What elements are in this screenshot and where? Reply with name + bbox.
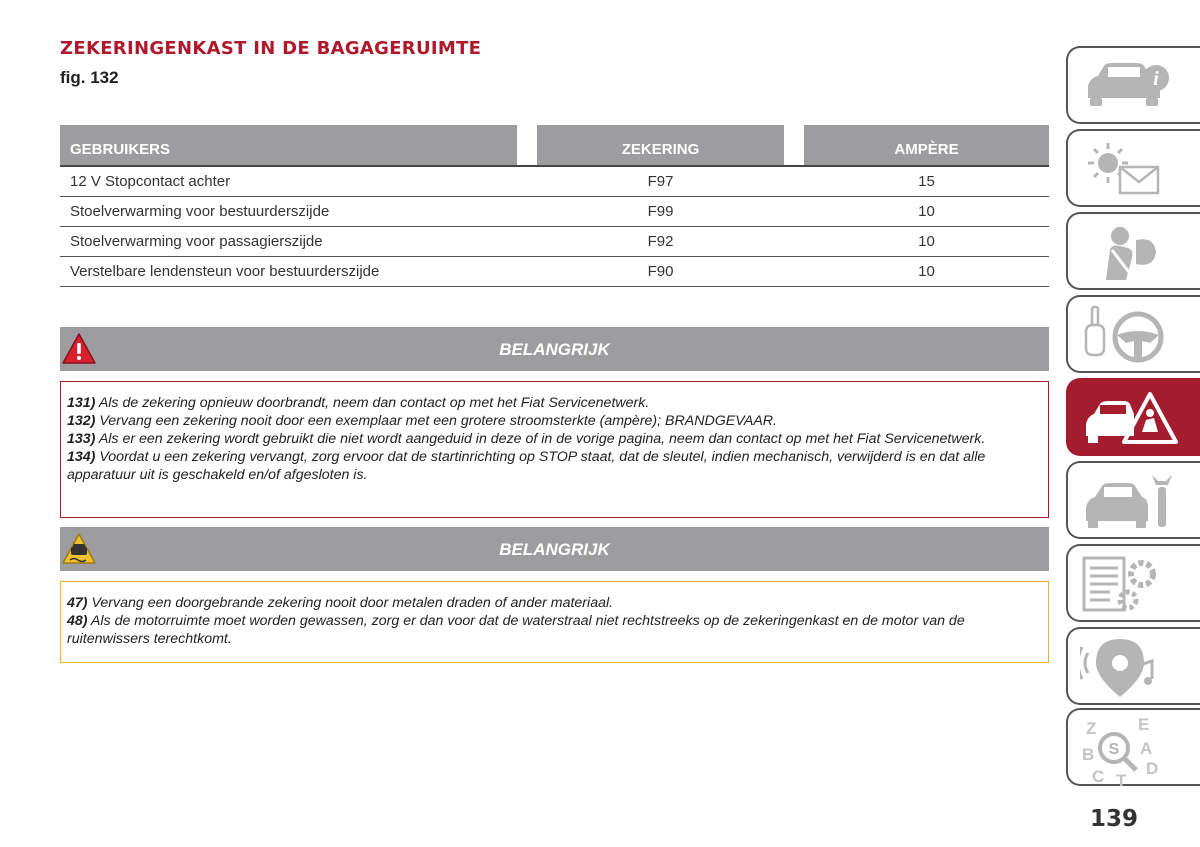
car-info-icon: [1080, 54, 1180, 118]
fuse-cell: F99: [537, 196, 784, 226]
user-cell: 12 V Stopcontact achter: [60, 166, 537, 196]
warning-item: 48) Als de motorruimte moet worden gewassen, zorg er dan voor dat de waterstraal niet rechtstreeks op de zekeringenkast en de motor van de ruitenwissers terechtkomt.: [67, 613, 965, 647]
page-number: 139: [1090, 806, 1139, 832]
column-header-ampere: AMPÈRE: [804, 125, 1049, 166]
warning-item: 134) Voordat u een zekering vervangt, zorg ervoor dat de startinrichting op STOP staat, dat de sleutel, indien mechanisch, verwijderd is en dat alle apparatuur uit is geschakeld en/of afgesloten is.: [67, 449, 986, 483]
nav-tab-car-info[interactable]: [1066, 46, 1200, 124]
table-row: [60, 226, 1049, 256]
alphabetical-index-icon: [1080, 716, 1180, 786]
warning-label: BELANGRIJK: [499, 340, 610, 359]
table-row: [60, 196, 1049, 226]
ampere-cell: 15: [804, 166, 1049, 196]
fuse-cell: F90: [537, 256, 784, 286]
column-header-fuse: ZEKERING: [537, 125, 784, 166]
table-row: [60, 166, 1049, 196]
nav-tab-maintenance[interactable]: [1066, 461, 1200, 539]
svg-text:i: i: [1153, 68, 1159, 90]
svg-text:Z: Z: [1086, 719, 1097, 738]
car-wrench-icon: [1080, 469, 1180, 533]
nav-tab-safety[interactable]: [1066, 212, 1200, 290]
warning-box-red: [60, 381, 1049, 518]
fuse-cell: F92: [537, 226, 784, 256]
warning-header-red: [60, 327, 1049, 371]
lights-message-icon: [1080, 137, 1180, 201]
svg-text:D: D: [1146, 759, 1159, 778]
user-cell: Verstelbare lendensteun voor bestuurderszijde: [60, 256, 537, 286]
warning-item: 133) Als er een zekering wordt gebruikt die niet wordt aangeduid in deze of in de vorige pagina, neem dan contact op met het Fiat Servicenetwerk.: [67, 431, 986, 447]
nav-tab-technical-data[interactable]: [1066, 544, 1200, 622]
fuse-table: [60, 125, 1049, 287]
nav-tab-index[interactable]: [1066, 708, 1200, 786]
nav-tab-starting-driving[interactable]: [1066, 295, 1200, 373]
warning-header-yellow: [60, 527, 1049, 571]
ampere-cell: 10: [804, 226, 1049, 256]
specifications-gear-icon: [1080, 552, 1180, 616]
user-cell: Stoelverwarming voor bestuurderszijde: [60, 196, 537, 226]
warning-item: 131) Als de zekering opnieuw doorbrandt, neem dan contact op met het Fiat Servicenetwerk.: [67, 395, 650, 411]
table-row: [60, 256, 1049, 286]
ampere-cell: 10: [804, 196, 1049, 226]
svg-text:B: B: [1082, 745, 1095, 764]
nav-tab-emergency[interactable]: [1066, 378, 1200, 456]
multimedia-icon: [1080, 635, 1180, 699]
car-emergency-warning-icon: [1080, 386, 1180, 450]
column-header-users: GEBRUIKERS: [60, 125, 517, 166]
warning-label: BELANGRIJK: [499, 540, 610, 559]
key-steering-wheel-icon: [1080, 303, 1180, 367]
svg-text:T: T: [1116, 771, 1127, 786]
svg-text:C: C: [1092, 767, 1105, 786]
figure-reference: fig. 132: [60, 68, 119, 87]
section-title: ZEKERINGENKAST IN DE BAGAGERUIMTE: [60, 38, 482, 59]
fuse-cell: F97: [537, 166, 784, 196]
nav-tab-lights-messages[interactable]: [1066, 129, 1200, 207]
svg-text:E: E: [1138, 716, 1150, 734]
svg-text:A: A: [1140, 739, 1153, 758]
ampere-cell: 10: [804, 256, 1049, 286]
nav-tab-multimedia[interactable]: [1066, 627, 1200, 705]
user-cell: Stoelverwarming voor passagierszijde: [60, 226, 537, 256]
svg-text:S: S: [1108, 741, 1120, 758]
warning-item: 47) Vervang een doorgebrande zekering nooit door metalen draden of ander materiaal.: [67, 595, 614, 611]
seat-airbag-icon: [1080, 220, 1180, 284]
warning-box-yellow: [60, 581, 1049, 663]
warning-item: 132) Vervang een zekering nooit door een exemplaar met een grotere stroomsterkte (ampère); BRANDGEVAAR.: [67, 413, 777, 429]
